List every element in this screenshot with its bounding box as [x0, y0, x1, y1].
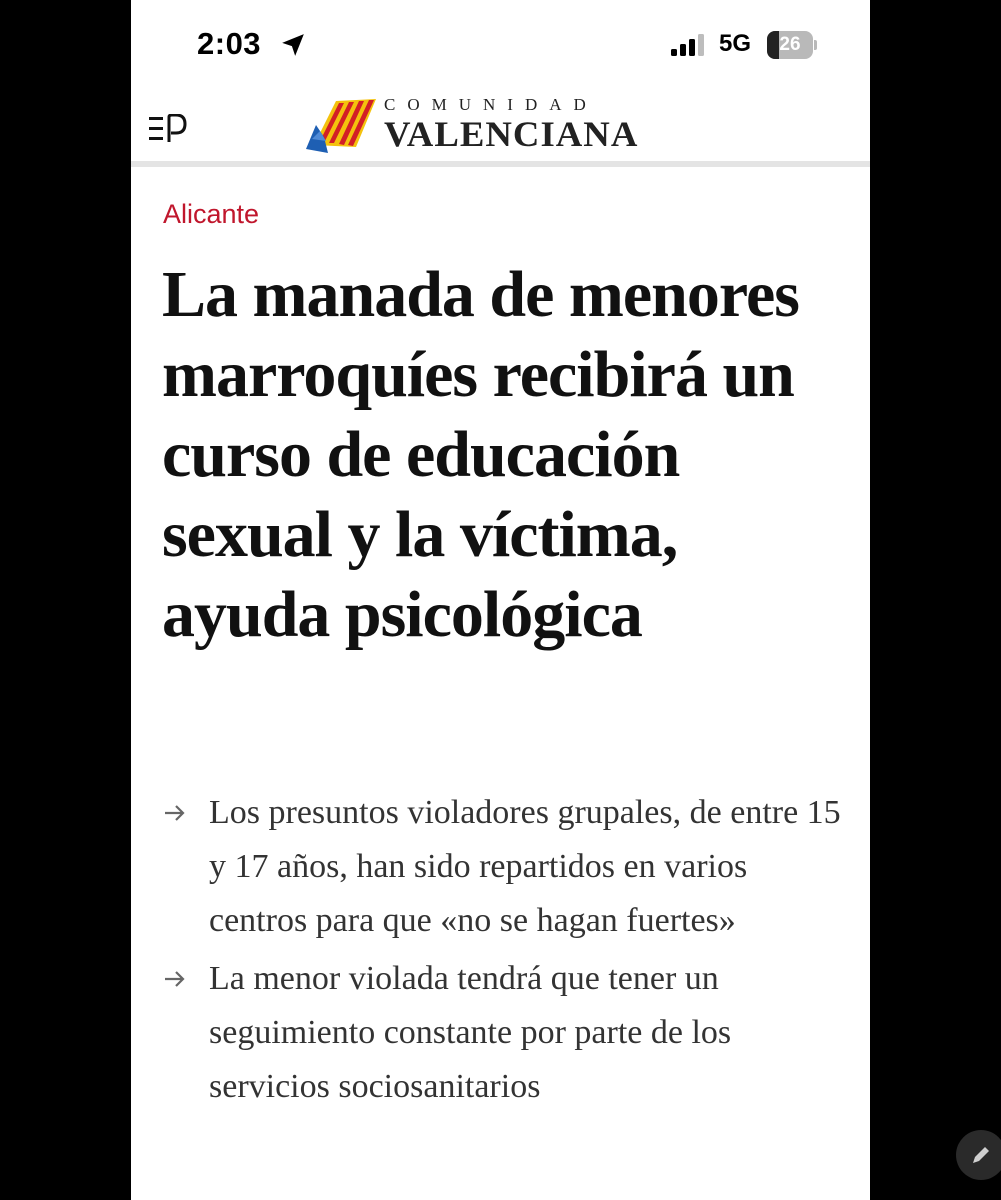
status-bar	[131, 0, 870, 90]
header-divider	[131, 161, 870, 167]
cellular-signal-icon	[671, 34, 707, 56]
article-summary-list	[162, 786, 852, 1118]
summary-text: La menor violada tendrá que tener un seguimiento constante por parte de los servicios sociosanitarios	[209, 960, 732, 1105]
brand-top-text: COMUNIDAD	[384, 95, 598, 114]
arrow-right-icon	[162, 800, 188, 826]
network-type: 5G	[719, 30, 752, 57]
edit-button[interactable]	[956, 1130, 1001, 1180]
battery-percent: 26	[779, 34, 801, 55]
senyera-flag-icon	[306, 95, 392, 153]
battery-indicator	[767, 31, 817, 59]
summary-item	[162, 952, 852, 1114]
section-link[interactable]: Alicante	[163, 199, 260, 229]
status-time: 2:03	[197, 26, 262, 61]
arrow-right-icon	[162, 966, 188, 992]
brand-logo[interactable]	[306, 95, 706, 157]
brand-main-text: VALENCIANA	[384, 114, 639, 154]
location-arrow-icon	[280, 32, 306, 58]
article-headline: La manada de menores marroquíes recibirá un curso de educación sexual y la víctima, ayuda psicológica	[162, 258, 799, 651]
summary-item	[162, 786, 852, 948]
ep-menu-icon[interactable]	[149, 114, 195, 144]
pencil-icon	[969, 1143, 993, 1167]
phone-screen	[131, 0, 870, 1200]
battery-tip	[814, 40, 817, 50]
summary-text: Los presuntos violadores grupales, de entre 15 y 17 años, han sido repartidos en varios centros para que «no se hagan fuertes»	[209, 794, 841, 939]
